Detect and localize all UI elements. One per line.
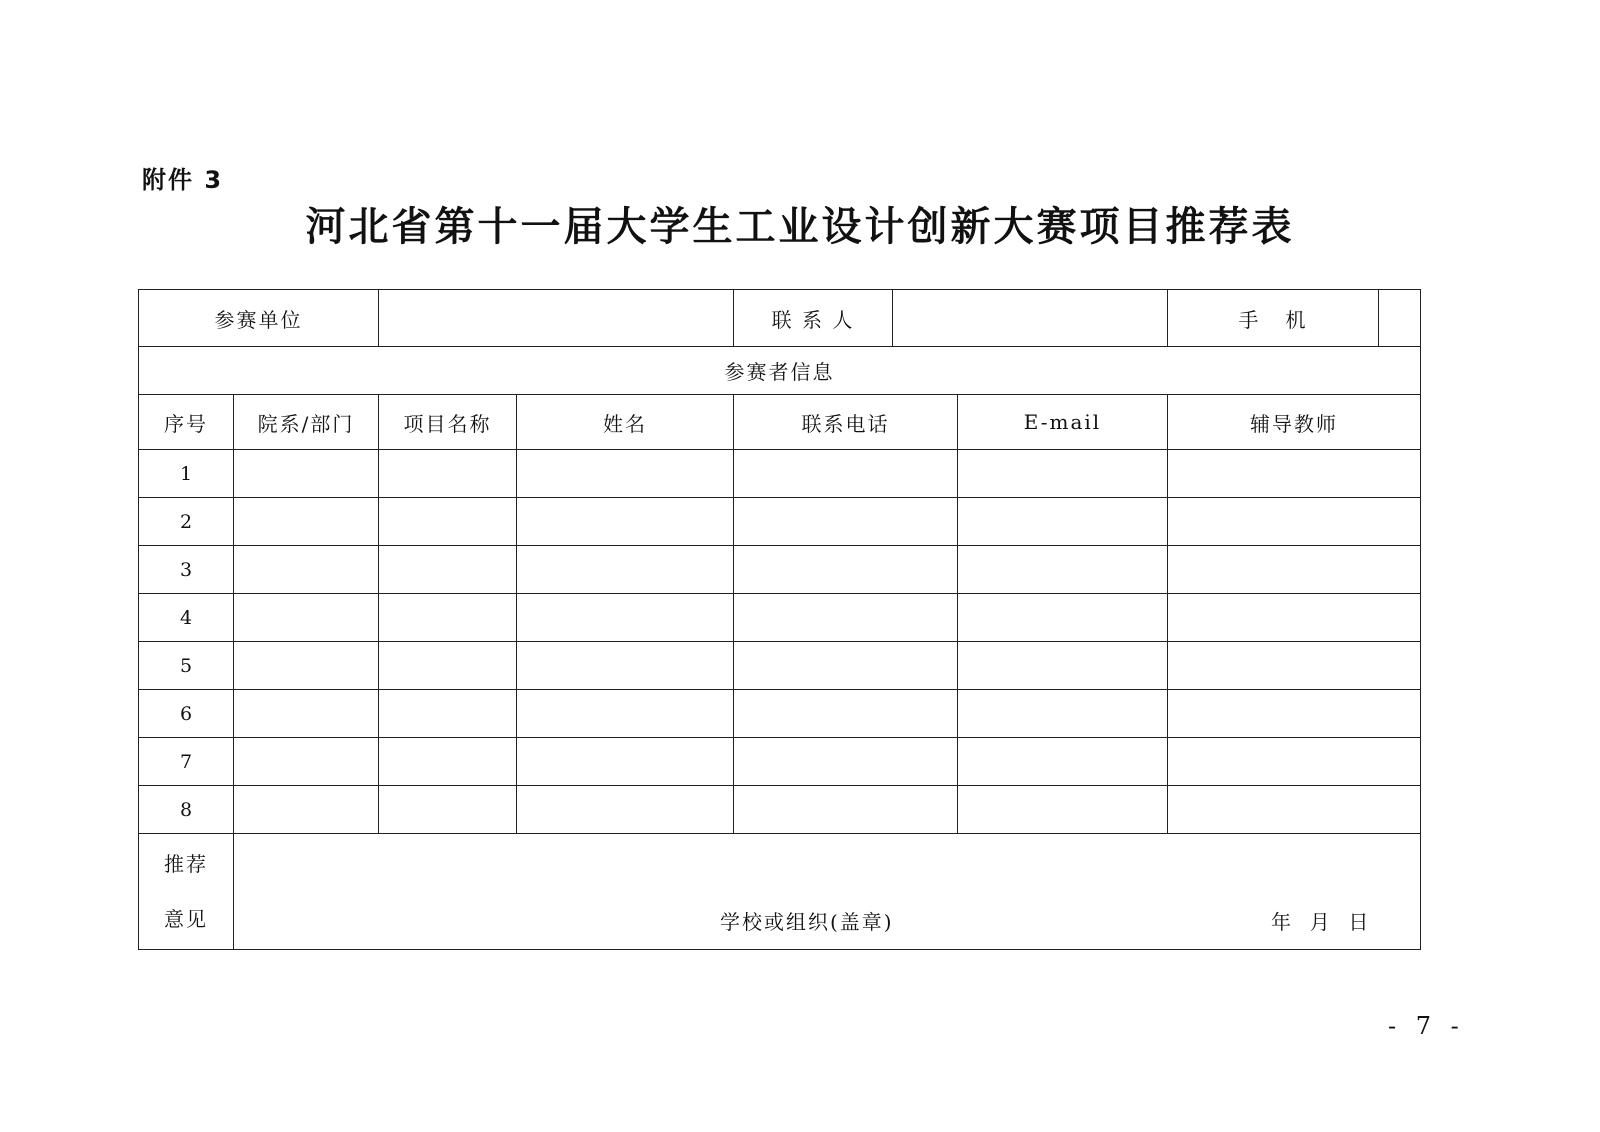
name-cell[interactable] [517,450,734,498]
name-cell[interactable] [517,498,734,546]
department-cell[interactable] [234,450,379,498]
department-cell[interactable] [234,786,379,834]
phone-cell[interactable] [734,690,958,738]
table-row [139,498,1421,546]
table-row [139,786,1421,834]
page-title: 河北省第十一届大学生工业设计创新大赛项目推荐表 [305,204,1295,250]
opinion-input[interactable] [234,834,1421,950]
advisor-cell[interactable] [1168,498,1421,546]
attachment-label: 附件 3 [142,166,224,194]
row-index: 8 [139,786,234,834]
project-name-cell[interactable] [379,498,517,546]
phone-cell[interactable] [734,594,958,642]
col-header-project-name: 项目名称 [379,395,517,450]
column-header-row [139,395,1421,450]
row-index: 2 [139,498,234,546]
email-cell[interactable] [958,738,1168,786]
name-cell[interactable] [517,690,734,738]
project-name-cell[interactable] [379,594,517,642]
table-row [139,546,1421,594]
unit-input[interactable] [379,290,734,347]
email-cell[interactable] [958,642,1168,690]
department-cell[interactable] [234,642,379,690]
col-header-department: 院系/部门 [234,395,379,450]
advisor-cell[interactable] [1168,594,1421,642]
phone-cell[interactable] [734,642,958,690]
col-header-email: E-mail [958,395,1168,450]
table-row [139,450,1421,498]
email-cell[interactable] [958,546,1168,594]
name-cell[interactable] [517,738,734,786]
project-name-cell[interactable] [379,786,517,834]
col-header-index: 序号 [139,395,234,450]
date-text: 年 月 日 [1271,910,1371,934]
advisor-cell[interactable] [1168,690,1421,738]
advisor-cell[interactable] [1168,786,1421,834]
table-row [139,690,1421,738]
table-row [139,642,1421,690]
advisor-cell[interactable] [1168,546,1421,594]
department-cell[interactable] [234,594,379,642]
project-name-cell[interactable] [379,546,517,594]
contact-label: 联 系 人 [734,290,893,347]
advisor-cell[interactable] [1168,642,1421,690]
participant-info-row [139,347,1421,395]
name-cell[interactable] [517,546,734,594]
row-index: 5 [139,642,234,690]
unit-contact-row [139,290,1421,347]
name-cell[interactable] [517,786,734,834]
name-cell[interactable] [517,594,734,642]
email-cell[interactable] [958,786,1168,834]
recommendation-opinion-row [139,834,1421,950]
row-index: 7 [139,738,234,786]
table-row [139,738,1421,786]
department-cell[interactable] [234,738,379,786]
row-index: 1 [139,450,234,498]
row-index: 6 [139,690,234,738]
participant-info-label: 参赛者信息 [139,347,1421,395]
seal-text: 学校或组织(盖章) [720,910,894,934]
opinion-label [139,834,234,950]
contact-input[interactable] [893,290,1168,347]
phone-cell[interactable] [734,546,958,594]
col-header-phone: 联系电话 [734,395,958,450]
unit-label: 参赛单位 [139,290,379,347]
department-cell[interactable] [234,498,379,546]
col-header-name: 姓名 [517,395,734,450]
row-index: 3 [139,546,234,594]
email-cell[interactable] [958,594,1168,642]
recommendation-form-table [138,289,1421,950]
page-number: - 7 - [1388,1012,1465,1040]
opinion-label-line-1: 推荐 [164,851,208,876]
phone-cell[interactable] [734,738,958,786]
project-name-cell[interactable] [379,642,517,690]
email-cell[interactable] [958,498,1168,546]
email-cell[interactable] [958,690,1168,738]
project-name-cell[interactable] [379,738,517,786]
advisor-cell[interactable] [1168,738,1421,786]
phone-split-cell [1168,290,1421,347]
phone-label: 手 机 [1168,290,1379,346]
row-index: 4 [139,594,234,642]
col-header-advisor: 辅导教师 [1168,395,1421,450]
name-cell[interactable] [517,642,734,690]
advisor-cell[interactable] [1168,450,1421,498]
email-cell[interactable] [958,450,1168,498]
department-cell[interactable] [234,546,379,594]
phone-cell[interactable] [734,498,958,546]
phone-cell[interactable] [734,786,958,834]
phone-cell[interactable] [734,450,958,498]
table-row [139,594,1421,642]
department-cell[interactable] [234,690,379,738]
project-name-cell[interactable] [379,450,517,498]
opinion-label-line-2: 意见 [164,906,208,931]
phone-input[interactable] [1379,290,1420,346]
project-name-cell[interactable] [379,690,517,738]
